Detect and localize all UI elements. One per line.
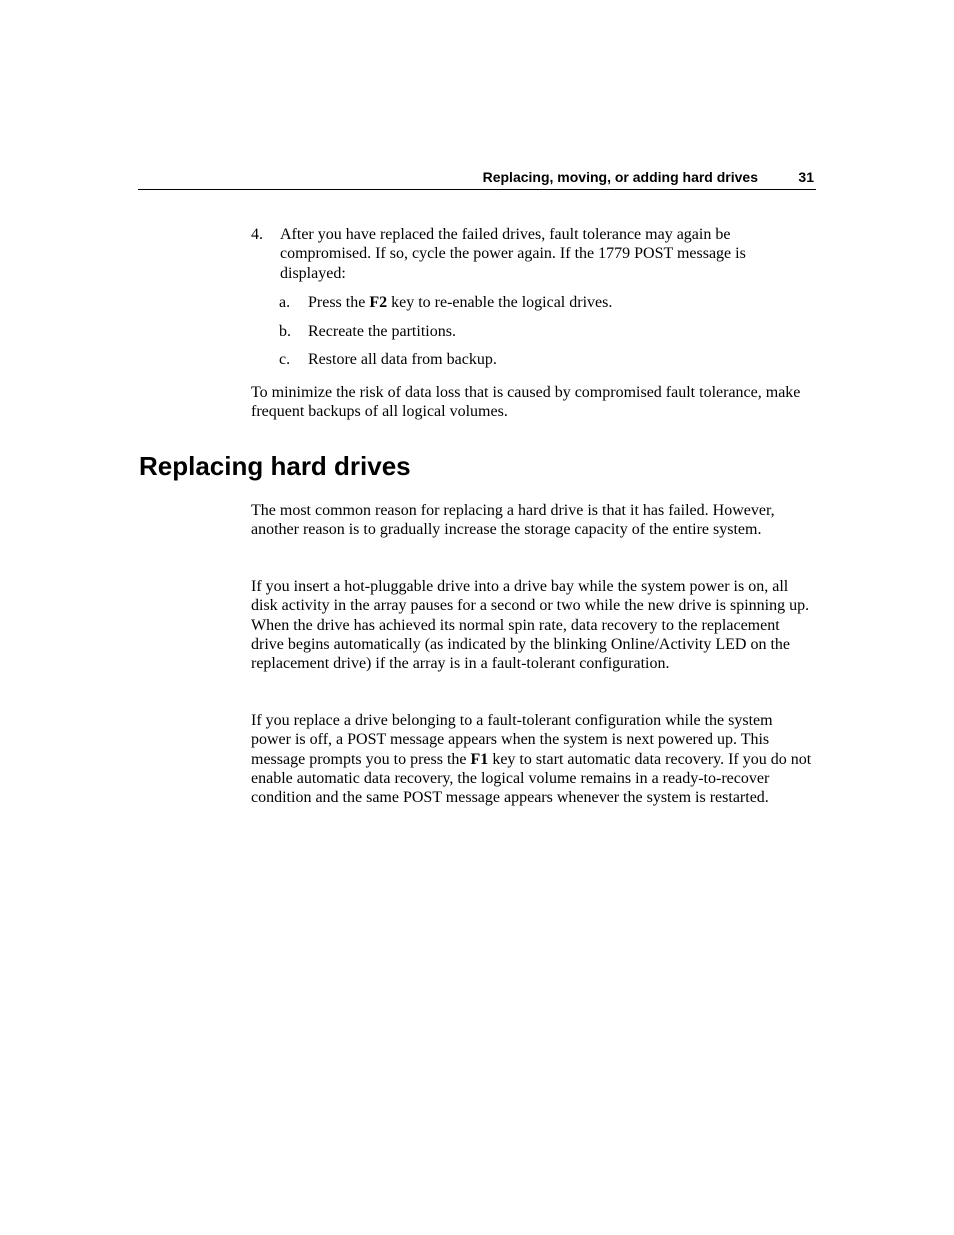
substep-text-after: key to re-enable the logical drives. xyxy=(387,294,613,311)
substep-marker: c. xyxy=(279,351,291,369)
step-number: 4. xyxy=(251,226,263,243)
running-header xyxy=(138,168,816,190)
substep-b xyxy=(279,322,819,351)
key-name: F2 xyxy=(369,294,388,311)
substep-a xyxy=(279,293,819,322)
section-heading: Replacing hard drives xyxy=(139,451,411,481)
paragraph-text-after: key to start automatic data recovery. If you do not enable automatic data recovery, the logical volume remains in a ready-to-recover condition and the same POST message appears whenever the system is restarted. xyxy=(251,750,812,807)
paragraph-text-before: If you replace a drive belonging to a fault-tolerant configuration while the system power is off, a POST message appears when the system is next powered up. This message prompts you to press the xyxy=(251,712,773,768)
substep-list xyxy=(279,293,819,379)
section-paragraph-2: If you insert a hot-pluggable drive into a drive bay while the system power is on, all disk activity in the array pauses for a second or two while the new drive is spinning up. When the drive has achieved its normal spin rate, data recovery to the replacement drive begins automatically (as indicated by the blinking Online/Activity LED on the replacement drive) if the array is in a fault-tolerant configuration. xyxy=(251,578,810,673)
risk-note: To minimize the risk of data loss that is caused by compromised fault tolerance, make frequent backups of all logical volumes. xyxy=(251,384,801,421)
section-paragraph-1: The most common reason for replacing a hard drive is that it has failed. However, another reason is to gradually increase the storage capacity of the entire system. xyxy=(251,502,775,539)
substep-text xyxy=(308,293,612,312)
substep-marker: a. xyxy=(279,294,291,311)
key-name: F1 xyxy=(470,750,489,768)
step-text: After you have replaced the failed drives, fault tolerance may again be compromised. If so, cycle the power again. If the 1779 POST message is displayed: xyxy=(280,226,746,282)
substep-text-before: Press the xyxy=(308,294,370,311)
substep-text: Restore all data from backup. xyxy=(308,351,497,369)
running-header-title: Replacing, moving, or adding hard drives xyxy=(482,169,758,185)
substep-c xyxy=(279,350,819,379)
substep-marker: b. xyxy=(279,322,291,340)
step-4 xyxy=(251,225,811,283)
section-paragraph-3 xyxy=(251,711,813,807)
page-number: 31 xyxy=(798,169,814,185)
substep-text: Recreate the partitions. xyxy=(308,322,456,340)
